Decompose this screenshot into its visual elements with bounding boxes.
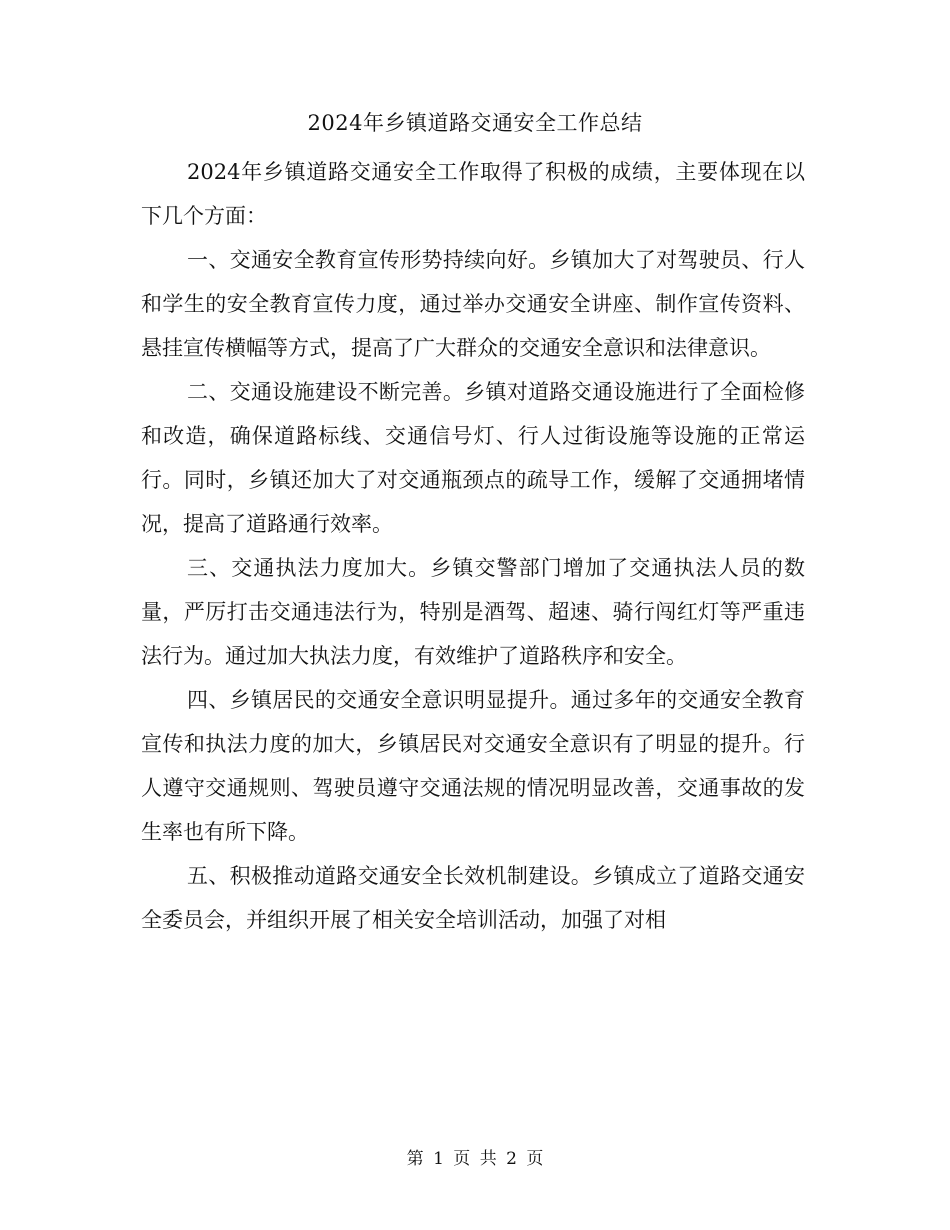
paragraph-3: 三、交通执法力度加大。乡镇交警部门增加了交通执法人员的数量，严厉打击交通违法行为，特别是酒驾、超速、骑行闯红灯等严重违法行为。通过加大执法力度，有效维护了道路秩序和安全。 [141, 556, 805, 668]
paragraph-intro: 2024年乡镇道路交通安全工作取得了积极的成绩，主要体现在以下几个方面： [141, 160, 805, 228]
document-title: 2024年乡镇道路交通安全工作总结 [307, 111, 643, 135]
paragraph-4: 四、乡镇居民的交通安全意识明显提升。通过多年的交通安全教育宣传和执法力度的加大，乡镇居民对交通安全意识有了明显的提升。行人遵守交通规则、驾驶员遵守交通法规的情况明显改善，交通事故的发生率也有所下降。 [141, 688, 805, 844]
document-body [141, 150, 805, 942]
paragraph-5: 五、积极推动道路交通安全长效机制建设。乡镇成立了道路交通安全委员会，并组织开展了相关安全培训活动，加强了对相 [141, 864, 805, 932]
page-footer: 第 1 页 共 2 页 [406, 1149, 544, 1169]
paragraph-2: 二、交通设施建设不断完善。乡镇对道路交通设施进行了全面检修和改造，确保道路标线、交通信号灯、行人过街设施等设施的正常运行。同时，乡镇还加大了对交通瓶颈点的疏导工作，缓解了交通拥堵情况，提高了道路通行效率。 [141, 380, 805, 536]
paragraph-1: 一、交通安全教育宣传形势持续向好。乡镇加大了对驾驶员、行人和学生的安全教育宣传力度，通过举办交通安全讲座、制作宣传资料、悬挂宣传横幅等方式，提高了广大群众的交通安全意识和法律意识。 [141, 248, 805, 360]
